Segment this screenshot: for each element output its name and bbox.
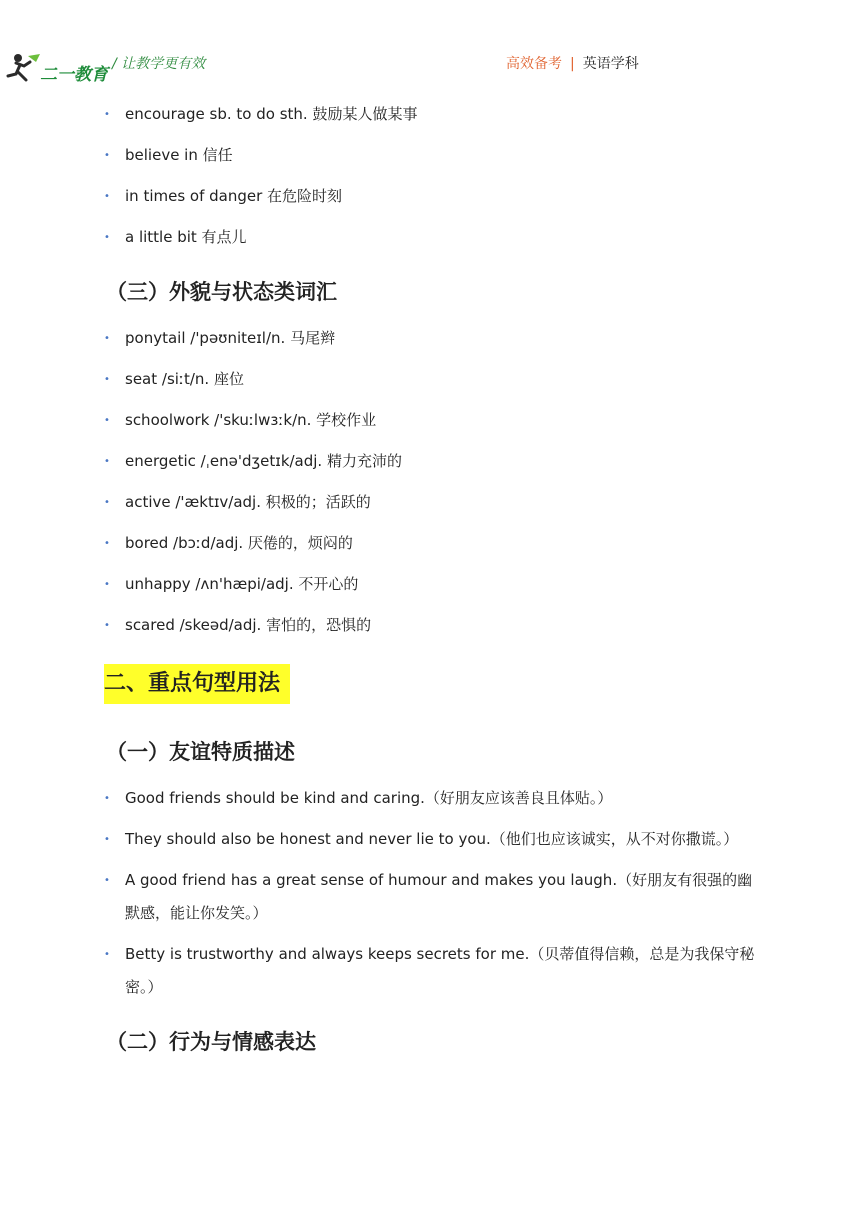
list-item	[104, 221, 764, 254]
runner-logo-icon	[2, 52, 42, 84]
bullet-icon: •	[104, 579, 110, 590]
page-header	[0, 46, 860, 86]
list-item	[104, 823, 764, 856]
bullet-icon: •	[104, 620, 110, 631]
bullet-icon: •	[104, 497, 110, 508]
header-separator: |	[570, 56, 575, 72]
list-item	[104, 864, 764, 930]
logo-text: 二一教育	[40, 65, 108, 85]
slogan: / 让教学更有效	[112, 56, 206, 72]
list-item	[104, 527, 764, 560]
bullet-icon: •	[104, 456, 110, 467]
section-heading: （一）友谊特质描述	[106, 740, 295, 764]
section-heading: （二）行为与情感表达	[106, 1030, 316, 1054]
bullet-icon: •	[104, 150, 110, 161]
list-item-text: seat /siːt/n. 座位	[125, 370, 244, 388]
bullet-icon: •	[104, 793, 110, 804]
phrase-list	[104, 98, 764, 254]
list-item-text: Good friends should be kind and caring.（好朋友应该善良且体贴。）	[125, 789, 613, 807]
list-item-text: scared /skeəd/adj. 害怕的，恐惧的	[125, 616, 372, 634]
list-item-text: bored /bɔːd/adj. 厌倦的，烦闷的	[125, 534, 353, 552]
list-item	[104, 568, 764, 601]
list-item-text: ponytail /'pəʊniteɪl/n. 马尾辫	[125, 329, 336, 347]
document-body	[104, 98, 764, 1072]
list-item	[104, 363, 764, 396]
list-item-text: encourage sb. to do sth. 鼓励某人做某事	[125, 105, 418, 123]
section-heading: （三）外貌与状态类词汇	[106, 280, 337, 304]
list-item	[104, 322, 764, 355]
list-item	[104, 180, 764, 213]
bullet-icon: •	[104, 538, 110, 549]
header-right	[506, 53, 639, 73]
list-item	[104, 609, 764, 642]
list-item-text: schoolwork /'skuːlwɜːk/n. 学校作业	[125, 411, 377, 429]
list-item-text: believe in 信任	[125, 146, 233, 164]
vocab-list	[104, 322, 764, 642]
list-item-text: in times of danger 在危险时刻	[125, 187, 343, 205]
bullet-icon: •	[104, 333, 110, 344]
bullet-icon: •	[104, 109, 110, 120]
list-item-text: energetic /ˌenə'dʒetɪk/adj. 精力充沛的	[125, 452, 402, 470]
list-item-text: unhappy /ʌn'hæpi/adj. 不开心的	[125, 575, 359, 593]
list-item	[104, 938, 764, 1004]
list-item	[104, 486, 764, 519]
list-item-text: Betty is trustworthy and always keeps secrets for me.（贝蒂值得信赖，总是为我保守秘密。）	[125, 945, 755, 996]
list-item	[104, 445, 764, 478]
bullet-icon: •	[104, 415, 110, 426]
bullet-icon: •	[104, 191, 110, 202]
bullet-icon: •	[104, 875, 110, 886]
bullet-icon: •	[104, 232, 110, 243]
list-item-text: active /'æktɪv/adj. 积极的；活跃的	[125, 493, 371, 511]
logo	[2, 52, 122, 84]
list-item	[104, 782, 764, 815]
list-item-text: A good friend has a great sense of humour and makes you laugh.（好朋友有很强的幽默感，能让你发笑。）	[125, 871, 753, 922]
bullet-icon: •	[104, 949, 110, 960]
bullet-icon: •	[104, 834, 110, 845]
part-heading: 二、重点句型用法	[104, 664, 290, 704]
header-subject: 英语学科	[582, 56, 639, 72]
bullet-icon: •	[104, 374, 110, 385]
sentence-list	[104, 782, 764, 1004]
header-tag: 高效备考	[506, 56, 562, 72]
list-item	[104, 404, 764, 437]
list-item	[104, 98, 764, 131]
list-item-text: a little bit 有点儿	[125, 228, 247, 246]
list-item	[104, 139, 764, 172]
list-item-text: They should also be honest and never lie to you.（他们也应该诚实，从不对你撒谎。）	[125, 830, 739, 848]
